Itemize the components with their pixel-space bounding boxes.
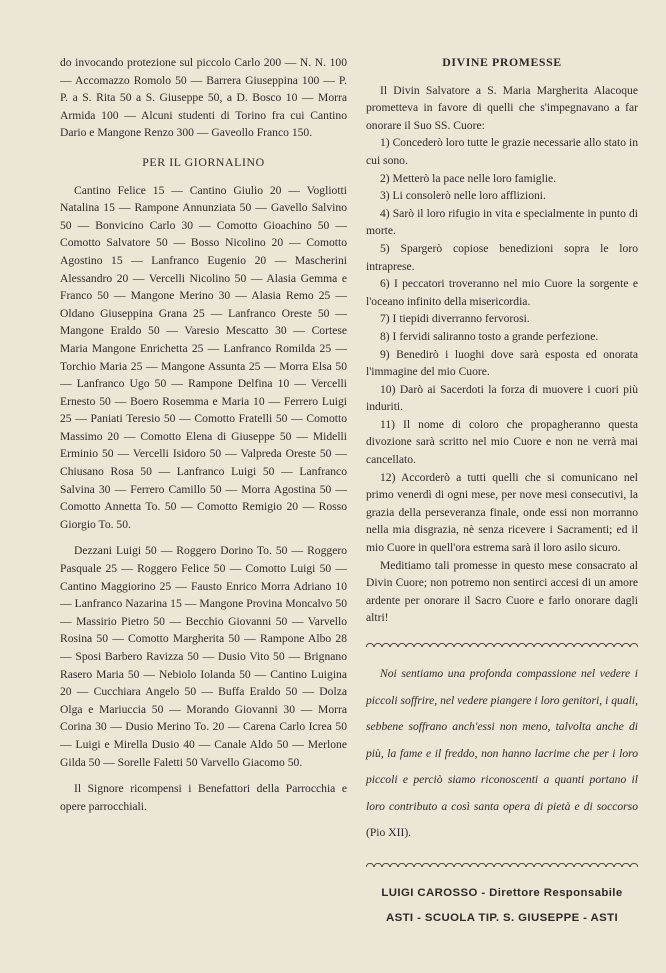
promise-item: 10) Darò ai Sacerdoti la forza di muovere i cuori più induriti. [366, 382, 638, 414]
promise-item: 7) I tiepidi diverranno fervorosi. [380, 312, 530, 326]
offerings-paragraph: do invocando protezione sul piccolo Carlo 200 — N. N. 100 — Accomazzo Romolo 50 — Barrera Giuseppina 100 — P. P. a S. Rita 50 a S. Giuseppe 50, a D. Bosco 10 — Morra Armida 100 — Alcuni studenti di Torino fra cui Cantino Dario e Mangone Renzo 300 — Gaveollo Franco 150. [60, 56, 347, 140]
wavy-divider [366, 859, 638, 867]
giornalino-heading: PER IL GIORNALINO [142, 154, 265, 169]
publisher-footer [366, 881, 638, 931]
promises-intro: Il Divin Salvatore a S. Maria Margherita Alacoque prometteva in favore di quelli che s'impegnavano a far onorare il Suo SS. Cuore: [366, 83, 638, 132]
promise-item: 5) Spargerò copiose benedizioni sopra le loro intraprese. [366, 241, 638, 273]
pius-quote [366, 661, 638, 847]
promise-item: 8) I fervidi saliranno tosto a grande perfezione. [380, 329, 599, 343]
footer-director: LUIGI CAROSSO - Direttore Responsabile [381, 886, 623, 899]
promise-item: 3) Li consolerò nelle loro afflizioni. [380, 189, 546, 203]
promises-list [366, 134, 638, 556]
quote-text: Noi sentiamo una profonda compassione nel vedere i piccoli soffrire, nel vedere piangere i loro genitori, i quali, sebbene soffrano anch'essi non meno, talvolta anche di più, la fame e il freddo, non hanno lacrime che per i loro piccoli e perciò siamo riconoscenti a quanti portano il loro contributo a così santa opera di pietà e di soccorso [366, 667, 638, 813]
wavy-divider [366, 639, 638, 647]
promise-item: 2) Metterò la pace nelle loro famiglie. [380, 171, 557, 185]
left-column [60, 54, 347, 815]
promise-item: 1) Concederò loro tutte le grazie necessarie allo stato in cui sono. [366, 136, 638, 167]
promise-item: 12) Accorderò a tutti quelli che si comunicano nel primo venerdì di ogni mese, per nove mesi consecutivi, la grazia della perseveranza finale, onde essi non morranno nella mia disgrazia, nè senza ricevere i Sacramenti; ed il mio Cuore in quell'ora estrema sarà il loro asilo sicuro. [366, 470, 638, 555]
benefactors-closing: Il Signore ricompensi i Benefattori della Parrocchia e opere parrocchiali. [60, 782, 347, 813]
right-column [366, 54, 638, 931]
quote-citation: (Pio XII). [366, 826, 412, 839]
promise-item: 6) I peccatori troveranno nel mio Cuore la sorgente e l'oceano infinito della misericordia. [366, 277, 638, 308]
promises-closing: Meditiamo tali promesse in questo mese consacrato al Divin Cuore; non potremo non sentirci accesi di un amore ardente per onorare il Sacro Cuore e farlo onorare dagli altri! [366, 558, 638, 625]
promise-item: 4) Sarò il loro rifugio in vita e specialmente in punto di morte. [366, 206, 638, 238]
footer-printer: ASTI - SCUOLA TIP. S. GIUSEPPE - ASTI [385, 911, 619, 924]
divine-promises-heading: DIVINE PROMESSE [442, 55, 562, 69]
promise-item: 9) Benedirò i luoghi dove sarà esposta ed onorata l'immagine del mio Cuore. [366, 347, 638, 379]
donor-list-2: Dezzani Luigi 50 — Roggero Dorino To. 50 — Roggero Pasquale 25 — Roggero Felice 50 — Comotto Luigi 50 — Cantino Maggiorino 25 — Fausto Enrico Morra Adriano 10 — Lanfranco Nazarina 15 — Mangone Provina Moncalvo 50 — Massirio Pietro 50 — Becchio Giovanni 50 — Varvello Rosina 50 — Comotto Margherita 50 — Rampone Albo 28 — Sposi Barbero Ravizza 50 — Dusio Vito 50 — Brignano Rasero Maria 50 — Nebiolo Iolanda 50 — Cantino Luigina 20 — Cucchiara Angelo 50 — Buffa Eraldo 50 — Dolza Olga e Mariuccia 50 — Morando Giovanni 30 — Morra Corina 30 — Dusio Merino To. 20 — Carena Carlo Icrea 50 — Luigi e Mirella Dusio 40 — Canale Aldo 50 — Merlone Gilda 50 — Sorelle Faletti 50 Varvello Giacomo 50. [60, 544, 347, 769]
donor-list-1: Cantino Felice 15 — Cantino Giulio 20 — Vogliotti Natalina 15 — Rampone Annunziata 50 — Gavello Salvino 50 — Bonvicino Carlo 30 — Comotto Gioachino 50 — Comotto Salvatore 50 — Bosso Nicolino 20 — Comotto Agostino 15 — Lanfranco Eugenio 20 — Mascherini Alessandro 20 — Vercelli Nicolino 50 — Alasia Gemma e Franco 50 — Mangone Merino 30 — Alasia Remo 25 — Oldano Giuseppina Grana 25 — Lanfranco Oreste 50 — Mangone Eraldo 50 — Varesio Mescatto 30 — Cortese Maria Mangone Enrichetta 25 — Lanfranco Romilda 25 — Torchio Maria 25 — Mangone Assunta 25 — Morra Elsa 50 — Lanfranco Ugo 50 — Rampone Delfina 10 — Vercelli Ernesto 50 — Boero Rosemma e Maria 10 — Ferrero Luigi 25 — Paniati Teresio 50 — Comotto Fratelli 50 — Comotto Massimo 20 — Comotto Elena di Giuseppe 50 — Midelli Erminio 50 — Vercelli Isidoro 50 — Valpreda Oreste 50 — Chiusano Rosa 50 — Lanfranco Luigi 50 — Lanfranco Salvina 30 — Ferrero Camillo 50 — Morra Agostina 50 — Comotto Annetta To. 50 — Comotto Remigio 20 — Rosso Giorgio To. 50. [60, 183, 347, 531]
promise-item: 11) Il nome di coloro che propagheranno questa divozione sarà scritto nel mio Cuore e non ne verrà mai cancellato. [366, 417, 638, 467]
